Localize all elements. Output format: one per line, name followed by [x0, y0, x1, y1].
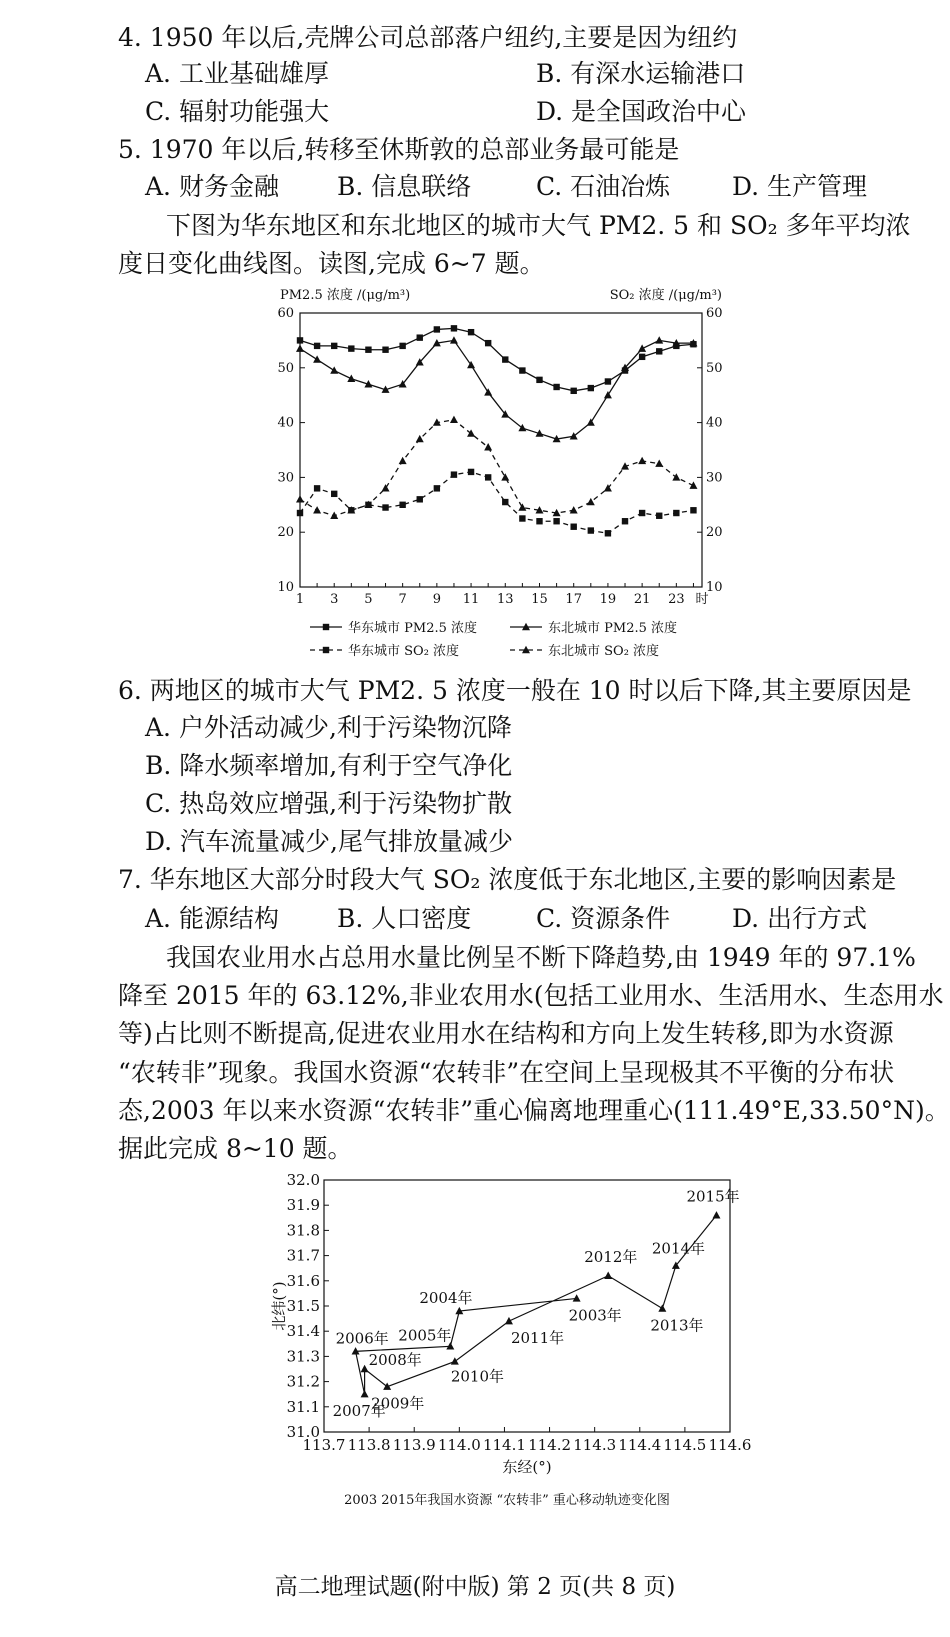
y-tick-label: 32.0 [286, 1171, 320, 1189]
data-point [313, 355, 321, 362]
data-point [399, 502, 405, 508]
data-point [399, 343, 405, 349]
q4-option-a: A. 工业基础雄厚 [145, 59, 329, 88]
data-point [296, 344, 304, 351]
data-point [434, 485, 440, 491]
intro2-line1: 我国农业用水占总用水量比例呈不断下降趋势,由 1949 年的 97.1% [166, 943, 916, 972]
data-point [485, 474, 491, 480]
data-point [434, 326, 440, 332]
y-tick-label: 31.9 [286, 1196, 320, 1215]
data-point [451, 471, 457, 477]
q6-option-c: C. 热岛效应增强,利于污染物扩散 [145, 789, 513, 818]
data-point [605, 530, 611, 536]
water-center-trajectory-chart [270, 1170, 752, 1515]
point-label: 2008年 [368, 1351, 422, 1369]
data-point [450, 336, 458, 343]
x-tick-label: 3 [330, 592, 339, 607]
point-label: 2006年 [335, 1329, 389, 1348]
y-tick-label: 31.3 [286, 1347, 320, 1366]
x-tick-label: 9 [432, 592, 441, 607]
q4-option-b: B. 有深水运输港口 [536, 59, 746, 88]
data-point [638, 457, 646, 464]
data-point [347, 375, 355, 382]
q5-stem: 5. 1970 年以后,转移至休斯敦的总部业务最可能是 [118, 135, 680, 164]
x-tick-label: 114.2 [528, 1436, 572, 1454]
data-point [655, 336, 663, 343]
data-point [467, 429, 475, 436]
q5-option-b: B. 信息联络 [337, 172, 472, 201]
x-tick-label: 114.5 [663, 1436, 707, 1454]
y-axis-right-label: SO₂ 浓度 /(μg/m³) [609, 288, 722, 303]
data-point [296, 495, 304, 502]
data-point [570, 432, 578, 439]
trajectory-point [712, 1211, 720, 1218]
legend-marker [323, 647, 329, 653]
data-point [622, 518, 628, 524]
x-tick-label: 1 [295, 592, 305, 607]
y-tick-label-right: 10 [706, 580, 723, 595]
series-line [300, 472, 693, 533]
point-label: 2013年 [650, 1316, 704, 1335]
data-point [330, 512, 338, 519]
data-point [484, 388, 492, 395]
data-point [330, 366, 338, 373]
trajectory-point [361, 1390, 369, 1397]
x-tick-label: 114.3 [573, 1436, 617, 1454]
intro2-line2: 降至 2015 年的 63.12%,非业农用水(包括工业用水、生活用水、生态用水 [118, 981, 944, 1010]
data-point [571, 524, 577, 530]
q7-option-d: D. 出行方式 [732, 904, 868, 933]
q6-option-a: A. 户外活动减少,利于污染物沉降 [145, 713, 512, 742]
y-tick-label-right: 50 [706, 360, 723, 376]
y-tick-label-right: 60 [706, 306, 723, 321]
data-point [484, 443, 492, 450]
data-point [570, 506, 578, 513]
data-point [639, 354, 645, 360]
data-point [331, 343, 337, 349]
point-label: 2003年 [568, 1306, 622, 1325]
point-label: 2005年 [398, 1326, 452, 1345]
data-point [605, 378, 611, 384]
x-tick-label: 7 [398, 592, 407, 607]
y-axis-left-label: PM2.5 浓度 /(μg/m³) [280, 288, 411, 303]
y-tick-label-left: 40 [277, 415, 294, 431]
data-point [588, 385, 594, 391]
data-point [297, 510, 303, 516]
trajectory-point [451, 1357, 459, 1364]
x-tick-label: 19 [599, 592, 617, 607]
data-point [588, 527, 594, 533]
legend-entry: 华东城市 PM2.5 浓度 [348, 621, 477, 636]
data-point [519, 367, 525, 373]
y-tick-label: 31.1 [286, 1397, 320, 1416]
point-label: 2009年 [371, 1394, 425, 1413]
q6-option-b: B. 降水频率增加,有利于空气净化 [145, 751, 513, 780]
intro2-line6: 据此完成 8~10 题。 [118, 1134, 353, 1163]
y-tick-label: 31.7 [286, 1246, 320, 1265]
data-point [502, 499, 508, 505]
x-tick-label: 23 [668, 592, 685, 607]
q6-option-d: D. 汽车流量减少,尾气排放量减少 [145, 827, 513, 856]
data-point [502, 356, 508, 362]
page-footer: 高二地理试题(附中版) 第 2 页(共 8 页) [274, 1574, 676, 1600]
data-point [587, 418, 595, 425]
x-tick-label: 11 [462, 592, 480, 607]
legend-entry: 华东城市 SO₂ 浓度 [348, 644, 460, 659]
intro2-line4: “农转非”现象。我国水资源“农转非”在空间上呈现极其不平衡的分布状 [118, 1058, 895, 1087]
data-point [690, 507, 696, 513]
q4-option-d: D. 是全国政治中心 [536, 97, 747, 126]
y-tick-label-right: 40 [706, 415, 723, 431]
q7-option-a: A. 能源结构 [145, 904, 279, 933]
y-axis-label: 北纬(°) [270, 1281, 288, 1331]
data-point [604, 391, 612, 398]
series-line [300, 340, 693, 439]
data-point [417, 496, 423, 502]
data-point [672, 473, 680, 480]
intro1-line1: 下图为华东地区和东北地区的城市大气 PM2. 5 和 SO₂ 多年平均浓 [166, 211, 911, 240]
point-label: 2010年 [450, 1367, 505, 1386]
trajectory-point [573, 1294, 581, 1301]
point-label: 2007年 [332, 1402, 386, 1421]
legend-entry: 东北城市 PM2.5 浓度 [548, 621, 677, 636]
y-tick-label: 31.2 [286, 1372, 320, 1391]
x-tick-label: 114.6 [708, 1436, 752, 1454]
data-point [519, 515, 525, 521]
x-tick-label: 113.8 [347, 1436, 391, 1454]
y-tick-label: 31.8 [286, 1221, 320, 1240]
data-point [639, 510, 645, 516]
y-tick-label-left: 50 [277, 360, 294, 376]
y-tick-label-left: 10 [277, 580, 294, 595]
data-point [518, 503, 526, 510]
data-point [587, 498, 595, 505]
q7-stem: 7. 华东地区大部分时段大气 SO₂ 浓度低于东北地区,主要的影响因素是 [118, 865, 897, 894]
data-point [348, 345, 354, 351]
trajectory-point [505, 1317, 513, 1324]
x-tick-label: 113.9 [392, 1436, 436, 1454]
trajectory-point [361, 1365, 369, 1372]
x-tick-label: 21 [633, 592, 651, 607]
x-tick-label: 5 [364, 592, 373, 607]
data-point [673, 510, 679, 516]
x-tick-label: 114.0 [437, 1436, 481, 1454]
x-tick-label: 17 [565, 592, 582, 607]
data-point [536, 377, 542, 383]
data-point [689, 481, 697, 488]
data-point [656, 348, 662, 354]
data-point [365, 347, 371, 353]
point-label: 2011年 [510, 1329, 565, 1348]
legend-entry: 东北城市 SO₂ 浓度 [548, 644, 660, 659]
y-tick-label: 31.5 [286, 1297, 320, 1315]
data-point [382, 504, 388, 510]
data-point [297, 337, 303, 343]
point-label: 2004年 [419, 1289, 473, 1308]
data-point [331, 491, 337, 497]
y-tick-label-right: 30 [706, 470, 723, 486]
x-tick-label: 114.4 [618, 1436, 662, 1454]
data-point [501, 473, 509, 480]
trajectory-point [658, 1304, 666, 1311]
x-axis-label: 时 [695, 592, 709, 607]
point-label: 2012年 [584, 1247, 638, 1266]
data-point [382, 347, 388, 353]
point-label: 2015年 [686, 1187, 740, 1206]
data-point [314, 485, 320, 491]
data-point [314, 343, 320, 349]
data-point [518, 424, 526, 431]
y-tick-label-left: 30 [277, 470, 294, 486]
y-tick-label: 31.0 [286, 1423, 320, 1441]
series-line [300, 420, 693, 516]
legend-marker [323, 624, 329, 630]
x-tick-label: 113.7 [302, 1436, 346, 1454]
data-point [571, 388, 577, 394]
data-point [313, 506, 321, 513]
x-axis-label: 东经(°) [502, 1458, 552, 1476]
data-point [468, 469, 474, 475]
data-point [553, 518, 559, 524]
data-point [536, 518, 542, 524]
data-point [638, 344, 646, 351]
x-tick-label: 114.1 [482, 1436, 526, 1454]
data-point [450, 416, 458, 423]
data-point [468, 329, 474, 335]
y-tick-label: 31.6 [286, 1271, 320, 1290]
q7-option-c: C. 资源条件 [536, 904, 671, 933]
y-tick-label-right: 20 [706, 525, 723, 541]
intro2-line3: 等)占比则不断提高,促进农业用水在结构和方向上发生转移,即为水资源 [118, 1019, 894, 1048]
q7-option-b: B. 人口密度 [337, 904, 472, 933]
q5-option-a: A. 财务金融 [145, 172, 279, 201]
q4-option-c: C. 辐射功能强大 [145, 97, 330, 126]
trajectory-point [604, 1272, 612, 1279]
x-tick-label: 15 [531, 592, 548, 607]
data-point [382, 484, 390, 491]
q6-stem: 6. 两地区的城市大气 PM2. 5 浓度一般在 10 时以后下降,其主要原因是 [118, 676, 912, 705]
pm25-so2-chart [270, 285, 740, 670]
q5-option-d: D. 生产管理 [732, 172, 868, 201]
data-point [553, 384, 559, 390]
y-tick-label-left: 60 [277, 306, 294, 321]
y-tick-label-left: 20 [277, 525, 294, 541]
x-tick-label: 13 [497, 592, 514, 607]
data-point [485, 340, 491, 346]
intro1-line2: 度日变化曲线图。读图,完成 6~7 题。 [118, 249, 545, 278]
intro2-line5: 态,2003 年以来水资源“农转非”重心偏离地理重心(111.49°E,33.50°N)。 [118, 1096, 950, 1125]
data-point [655, 460, 663, 467]
data-point [656, 513, 662, 519]
q5-option-c: C. 石油冶炼 [536, 172, 671, 201]
q4-stem: 4. 1950 年以后,壳牌公司总部落户纽约,主要是因为纽约 [118, 23, 738, 52]
data-point [399, 457, 407, 464]
data-point [451, 325, 457, 331]
chart-title: 2003 2015年我国水资源 “农转非” 重心移动轨迹变化图 [344, 1493, 670, 1508]
point-label: 2014年 [651, 1239, 706, 1258]
data-point [417, 334, 423, 340]
y-tick-label: 31.4 [286, 1322, 320, 1341]
